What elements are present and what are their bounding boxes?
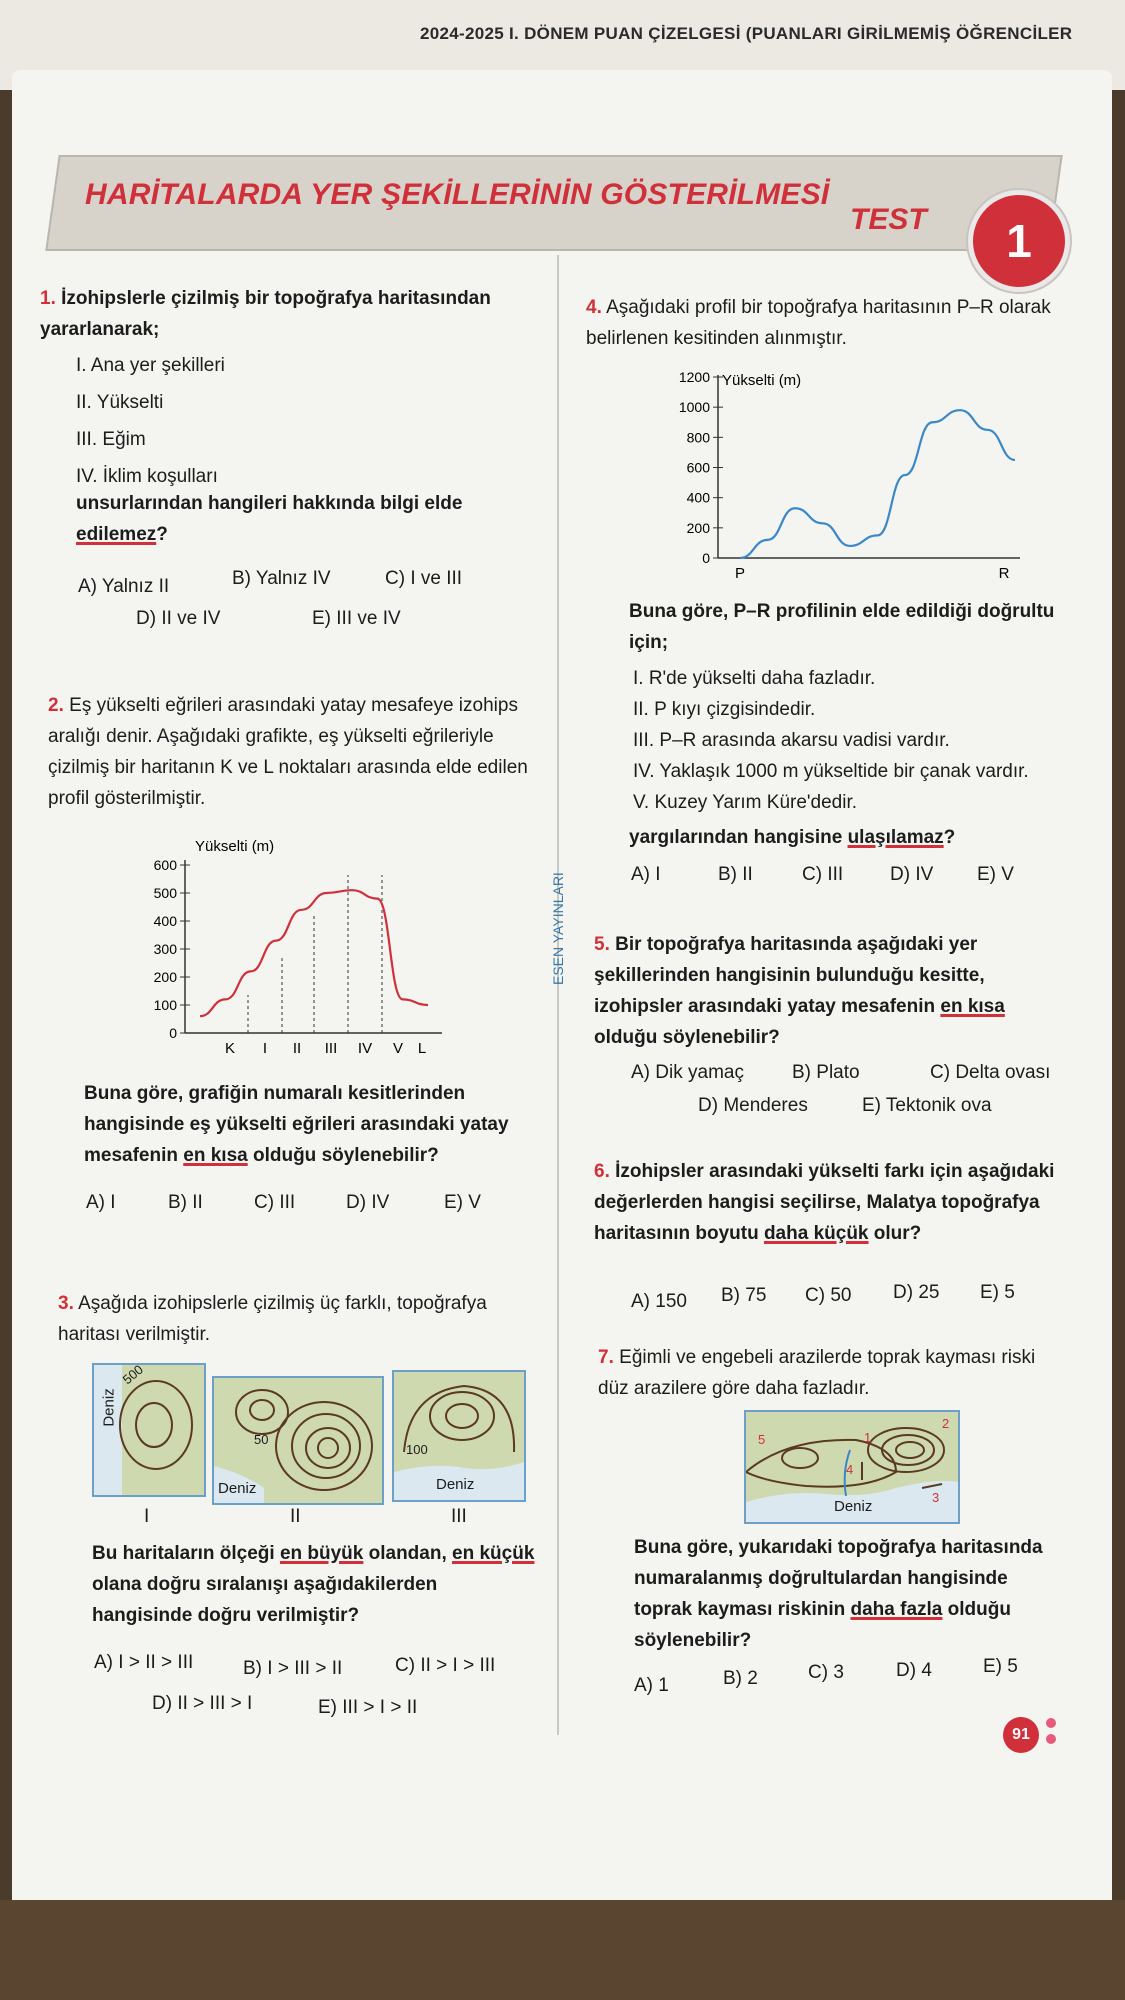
question-3-ask-a: Bu haritaların ölçeği <box>92 1543 280 1564</box>
q4-tick-label-0: 0 <box>702 550 710 566</box>
question-5-option-a[interactable]: A) Dik yamaç <box>631 1062 744 1083</box>
column-divider <box>557 255 559 1735</box>
q7-label-5: 5 <box>758 1432 766 1447</box>
question-5-option-c[interactable]: C) Delta ovası <box>930 1062 1051 1083</box>
question-7-ask-emph: daha fazla <box>850 1599 943 1620</box>
q2-x-label-1: I <box>262 1040 268 1057</box>
question-5-option-d[interactable]: D) Menderes <box>698 1095 808 1116</box>
map-2-contour-label: 50 <box>254 1432 269 1447</box>
q4-profile-line <box>740 410 1015 558</box>
question-6-option-a[interactable]: A) 150 <box>631 1291 687 1312</box>
question-7-number: 7. <box>598 1347 614 1368</box>
q7-contour <box>882 1435 934 1465</box>
question-4-stem <box>586 292 1066 354</box>
q2-x-label-5: V <box>392 1040 404 1057</box>
q4-x-label-0: P <box>734 565 746 582</box>
question-7-option-a[interactable]: A) 1 <box>634 1675 669 1696</box>
question-5-option-e[interactable]: E) Tektonik ova <box>862 1095 992 1116</box>
q2-tick-label-100: 100 <box>153 997 177 1013</box>
map-1-contour-inner <box>136 1403 172 1447</box>
question-3-ask-emph-2: en küçük <box>452 1543 535 1564</box>
question-2-number: 2. <box>48 695 64 716</box>
desk-surface <box>0 1900 1125 2000</box>
map-2-numeral: II <box>290 1506 301 1527</box>
question-4-option-d[interactable]: D) IV <box>890 864 934 885</box>
map-3-contour <box>446 1404 478 1428</box>
question-1-item-3: III. Eğim <box>76 429 146 450</box>
page-decor-dots <box>1046 1718 1056 1728</box>
question-2-ask-emph: en kısa <box>183 1145 248 1166</box>
q2-tick-label-500: 500 <box>153 885 177 901</box>
question-4-profile-chart <box>660 365 1030 585</box>
question-6-option-b[interactable]: B) 75 <box>721 1285 767 1306</box>
question-1-option-e[interactable]: E) III ve IV <box>312 608 401 629</box>
q4-tick-label-400: 400 <box>686 489 710 506</box>
q2-x-label-6: L <box>417 1040 427 1057</box>
question-1-option-c[interactable]: C) I ve III <box>385 568 463 589</box>
publisher-label: ESEN YAYINLARI <box>550 872 566 985</box>
question-2-option-a[interactable]: A) I <box>86 1192 116 1213</box>
q7-label-1: 1 <box>864 1430 872 1445</box>
question-6-stem <box>594 1156 1064 1249</box>
map-3 <box>392 1370 526 1502</box>
question-7-option-b[interactable]: B) 2 <box>723 1668 758 1689</box>
question-7-text: Eğimli ve engebeli arazilerde toprak kayması riski düz arazilere göre daha fazladır. <box>598 1347 1036 1399</box>
question-5-stem <box>594 929 1064 1053</box>
test-label: TEST <box>850 203 927 236</box>
q4-tick-label-800: 800 <box>686 429 710 446</box>
question-4-item-1: I. R'de yükselti daha fazladır. <box>633 668 876 689</box>
question-4-number: 4. <box>586 297 602 318</box>
question-6-ask-emph: daha küçük <box>763 1223 869 1244</box>
question-1-stem <box>40 283 530 345</box>
question-4-option-b[interactable]: B) II <box>718 864 753 885</box>
q4-tick-label-1200: 1200 <box>678 369 710 385</box>
question-1-option-a[interactable]: A) Yalnız II <box>78 576 170 597</box>
question-5-ask-end: olduğu söylenebilir? <box>594 1027 780 1048</box>
map-3-sea-label: Deniz <box>436 1476 475 1493</box>
question-6-number: 6. <box>594 1161 610 1182</box>
question-6-ask-a: İzohipsler arasındaki yükselti farkı için aşağıdaki değerlerden hangisi seçilirse, Malatya topoğrafya haritasının boyutu <box>594 1161 1055 1244</box>
question-4-item-3: III. P–R arasında akarsu vadisi vardır. <box>633 730 950 751</box>
question-3-option-a[interactable]: A) I > II > III <box>94 1652 194 1673</box>
map-1-contour-label: 500 <box>119 1361 146 1388</box>
q2-x-label-3: III <box>324 1040 338 1057</box>
q4-tick-label-200: 200 <box>686 519 710 536</box>
question-4-item-4: IV. Yaklaşık 1000 m yükseltide bir çanak vardır. <box>633 761 1029 782</box>
question-5-ask-emph: en kısa <box>940 996 1005 1017</box>
question-4-option-a[interactable]: A) I <box>631 864 661 885</box>
q2-tick-label-300: 300 <box>153 941 177 957</box>
question-3-stem <box>58 1288 538 1350</box>
q4-x-label-1: R <box>998 565 1010 582</box>
map-2-sea-label: Deniz <box>218 1480 257 1497</box>
question-1-ask-emph: edilemez <box>76 524 157 545</box>
question-3-option-d[interactable]: D) II > III > I <box>152 1693 253 1714</box>
question-4-option-e[interactable]: E) V <box>977 864 1014 885</box>
map-1 <box>92 1363 206 1497</box>
q7-contour <box>782 1448 818 1468</box>
q4-x-labels <box>735 565 1010 582</box>
question-3-ask-end: olana doğru sıralanışı aşağıdakilerden hangisinde doğru verilmiştir? <box>92 1574 438 1626</box>
question-1-option-d[interactable]: D) II ve IV <box>136 608 221 629</box>
question-5-option-b[interactable]: B) Plato <box>792 1062 860 1083</box>
question-1-ask <box>76 488 536 550</box>
question-2-option-d[interactable]: D) IV <box>346 1192 390 1213</box>
map-2-contour <box>318 1438 338 1458</box>
map-3-contour <box>430 1392 494 1440</box>
question-3-ask <box>92 1538 537 1631</box>
q7-contour <box>746 1440 896 1487</box>
question-1-item-1: I. Ana yer şekilleri <box>76 355 225 376</box>
map-2-contour <box>250 1400 274 1420</box>
map-3-numeral: III <box>451 1506 467 1527</box>
question-6-option-e[interactable]: E) 5 <box>980 1282 1015 1303</box>
map-2-contour <box>276 1402 372 1490</box>
q2-x-labels <box>225 1040 426 1057</box>
question-3-ask-emph-1: en büyük <box>279 1543 364 1564</box>
q2-x-label-4: IV <box>357 1040 373 1057</box>
q7-label-3: 3 <box>932 1490 940 1505</box>
q7-sea-label: Deniz <box>834 1498 873 1515</box>
question-1-number: 1. <box>40 288 56 309</box>
question-2-profile-chart <box>140 835 450 1070</box>
map-2 <box>212 1376 384 1505</box>
map-1-sea <box>94 1365 122 1495</box>
map-2-contour <box>306 1428 350 1468</box>
question-1-item-4: IV. İklim koşulları <box>76 466 218 487</box>
question-2-option-c[interactable]: C) III <box>254 1192 296 1213</box>
q4-tick-label-600: 600 <box>686 459 710 476</box>
page-number: 91 <box>1003 1717 1039 1753</box>
map-1-numeral: I <box>144 1506 150 1527</box>
map-1-contour-outer <box>120 1381 192 1469</box>
question-2-stem <box>48 690 538 814</box>
question-1-text: İzohipslerle çizilmiş bir topoğrafya haritasından yararlanarak; <box>40 288 491 340</box>
question-7-option-d[interactable]: D) 4 <box>896 1660 932 1681</box>
q2-tick-label-400: 400 <box>153 913 177 929</box>
question-1-item-2: II. Yükselti <box>76 392 164 413</box>
q7-label-2: 2 <box>942 1416 950 1431</box>
question-3-option-b[interactable]: B) I > III > II <box>243 1658 343 1679</box>
q7-label-4: 4 <box>846 1462 854 1477</box>
question-4-item-2: II. P kıyı çizgisindedir. <box>633 699 816 720</box>
q4-y-ticks <box>679 369 723 566</box>
q2-tick-label-600: 600 <box>153 857 177 873</box>
question-3-option-c[interactable]: C) II > I > III <box>395 1655 496 1676</box>
map-1-contours <box>94 1365 204 1495</box>
page-title: HARİTALARDA YER ŞEKİLLERİNİN GÖSTERİLMESİ <box>85 178 830 211</box>
test-number-badge <box>968 190 1070 292</box>
q4-tick-label-1000: 1000 <box>678 399 710 416</box>
question-7-ask-a: Buna göre, yukarıdaki topoğrafya haritasında numaralanmış doğrultulardan hangisinde toprak kayması riskinin <box>634 1537 1043 1620</box>
question-4-option-c[interactable]: C) III <box>802 864 844 885</box>
question-7-map <box>744 1410 960 1524</box>
question-7-ask-end: olduğu söylenebilir? <box>634 1599 1011 1651</box>
test-number: 1 <box>1006 215 1032 267</box>
map-1-sea-label: Deniz <box>100 1388 118 1427</box>
question-2-ask <box>84 1078 539 1171</box>
question-2-ask-end: olduğu söylenebilir? <box>247 1145 439 1166</box>
question-5-number: 5. <box>594 934 610 955</box>
question-4-ask2-emph: ulaşılamaz <box>847 827 944 848</box>
q2-x-label-0: K <box>224 1040 236 1057</box>
question-4-text: Aşağıdaki profil bir topoğrafya haritasının P–R olarak belirlenen kesitinden alınmıştır. <box>586 297 1051 349</box>
question-7-option-c[interactable]: C) 3 <box>808 1662 844 1683</box>
question-2-text: Eş yükselti eğrileri arasındaki yatay mesafeye izohips aralığı denir. Aşağıdaki grafikte, eş yükselti eğrileriyle çizilmiş bir haritanın K ve L noktaları arasında elde edilen profil gösterilmiştir. <box>48 695 528 809</box>
question-7-ask <box>634 1532 1064 1656</box>
question-5-ask-a: Bir topoğrafya haritasında aşağıdaki yer şekillerinden hangisinin bulunduğu kesitte, izohipsler arasındaki yatay mesafenin <box>594 934 985 1017</box>
question-1-ask-a: unsurlarından hangileri hakkında bilgi elde <box>76 493 463 514</box>
question-6-option-d[interactable]: D) 25 <box>893 1282 940 1303</box>
q2-ylabel: Yükselti (m) <box>195 838 275 855</box>
question-4-ask: Buna göre, P–R profilinin elde edildiği doğrultu için; <box>629 601 1055 653</box>
question-4-ask2-a: yargılarından hangisine <box>629 827 848 848</box>
question-6-option-c[interactable]: C) 50 <box>805 1285 852 1306</box>
q4-ylabel: Yükselti (m) <box>722 372 802 389</box>
question-7-option-e[interactable]: E) 5 <box>983 1656 1018 1677</box>
top-line-text: 2024-2025 I. DÖNEM PUAN ÇİZELGESİ (PUANLARI GİRİLMEMİŞ ÖĞRENCİLER <box>420 24 1073 43</box>
q2-x-label-2: II <box>292 1040 302 1057</box>
question-1-option-b[interactable]: B) Yalnız IV <box>232 568 331 589</box>
question-3-option-e[interactable]: E) III > I > II <box>318 1697 418 1718</box>
question-4-item-5: V. Kuzey Yarım Küre'dedir. <box>633 792 858 813</box>
question-1-ask-end: ? <box>156 524 168 545</box>
question-3-ask-b: olandan, <box>363 1543 453 1564</box>
question-4-ask-2 <box>629 822 955 853</box>
q7-contour <box>896 1442 924 1458</box>
question-4-ask2-end: ? <box>943 827 956 848</box>
question-2-option-e[interactable]: E) V <box>444 1192 481 1213</box>
question-3-text: Aşağıda izohipslerle çizilmiş üç farklı, topoğrafya haritası verilmiştir. <box>58 1293 487 1345</box>
question-2-ask-a: Buna göre, grafiğin numaralı kesitlerinden hangisinde eş yükselti eğrileri arasındaki yatay mesafenin <box>84 1083 509 1166</box>
map-3-contour-label: 100 <box>406 1442 428 1457</box>
question-2-option-b[interactable]: B) II <box>168 1192 203 1213</box>
question-3-number: 3. <box>58 1293 74 1314</box>
question-7-stem <box>598 1342 1063 1404</box>
question-6-ask-end: olur? <box>868 1223 922 1244</box>
q2-tick-label-0: 0 <box>169 1025 177 1041</box>
q2-tick-label-200: 200 <box>153 969 177 985</box>
